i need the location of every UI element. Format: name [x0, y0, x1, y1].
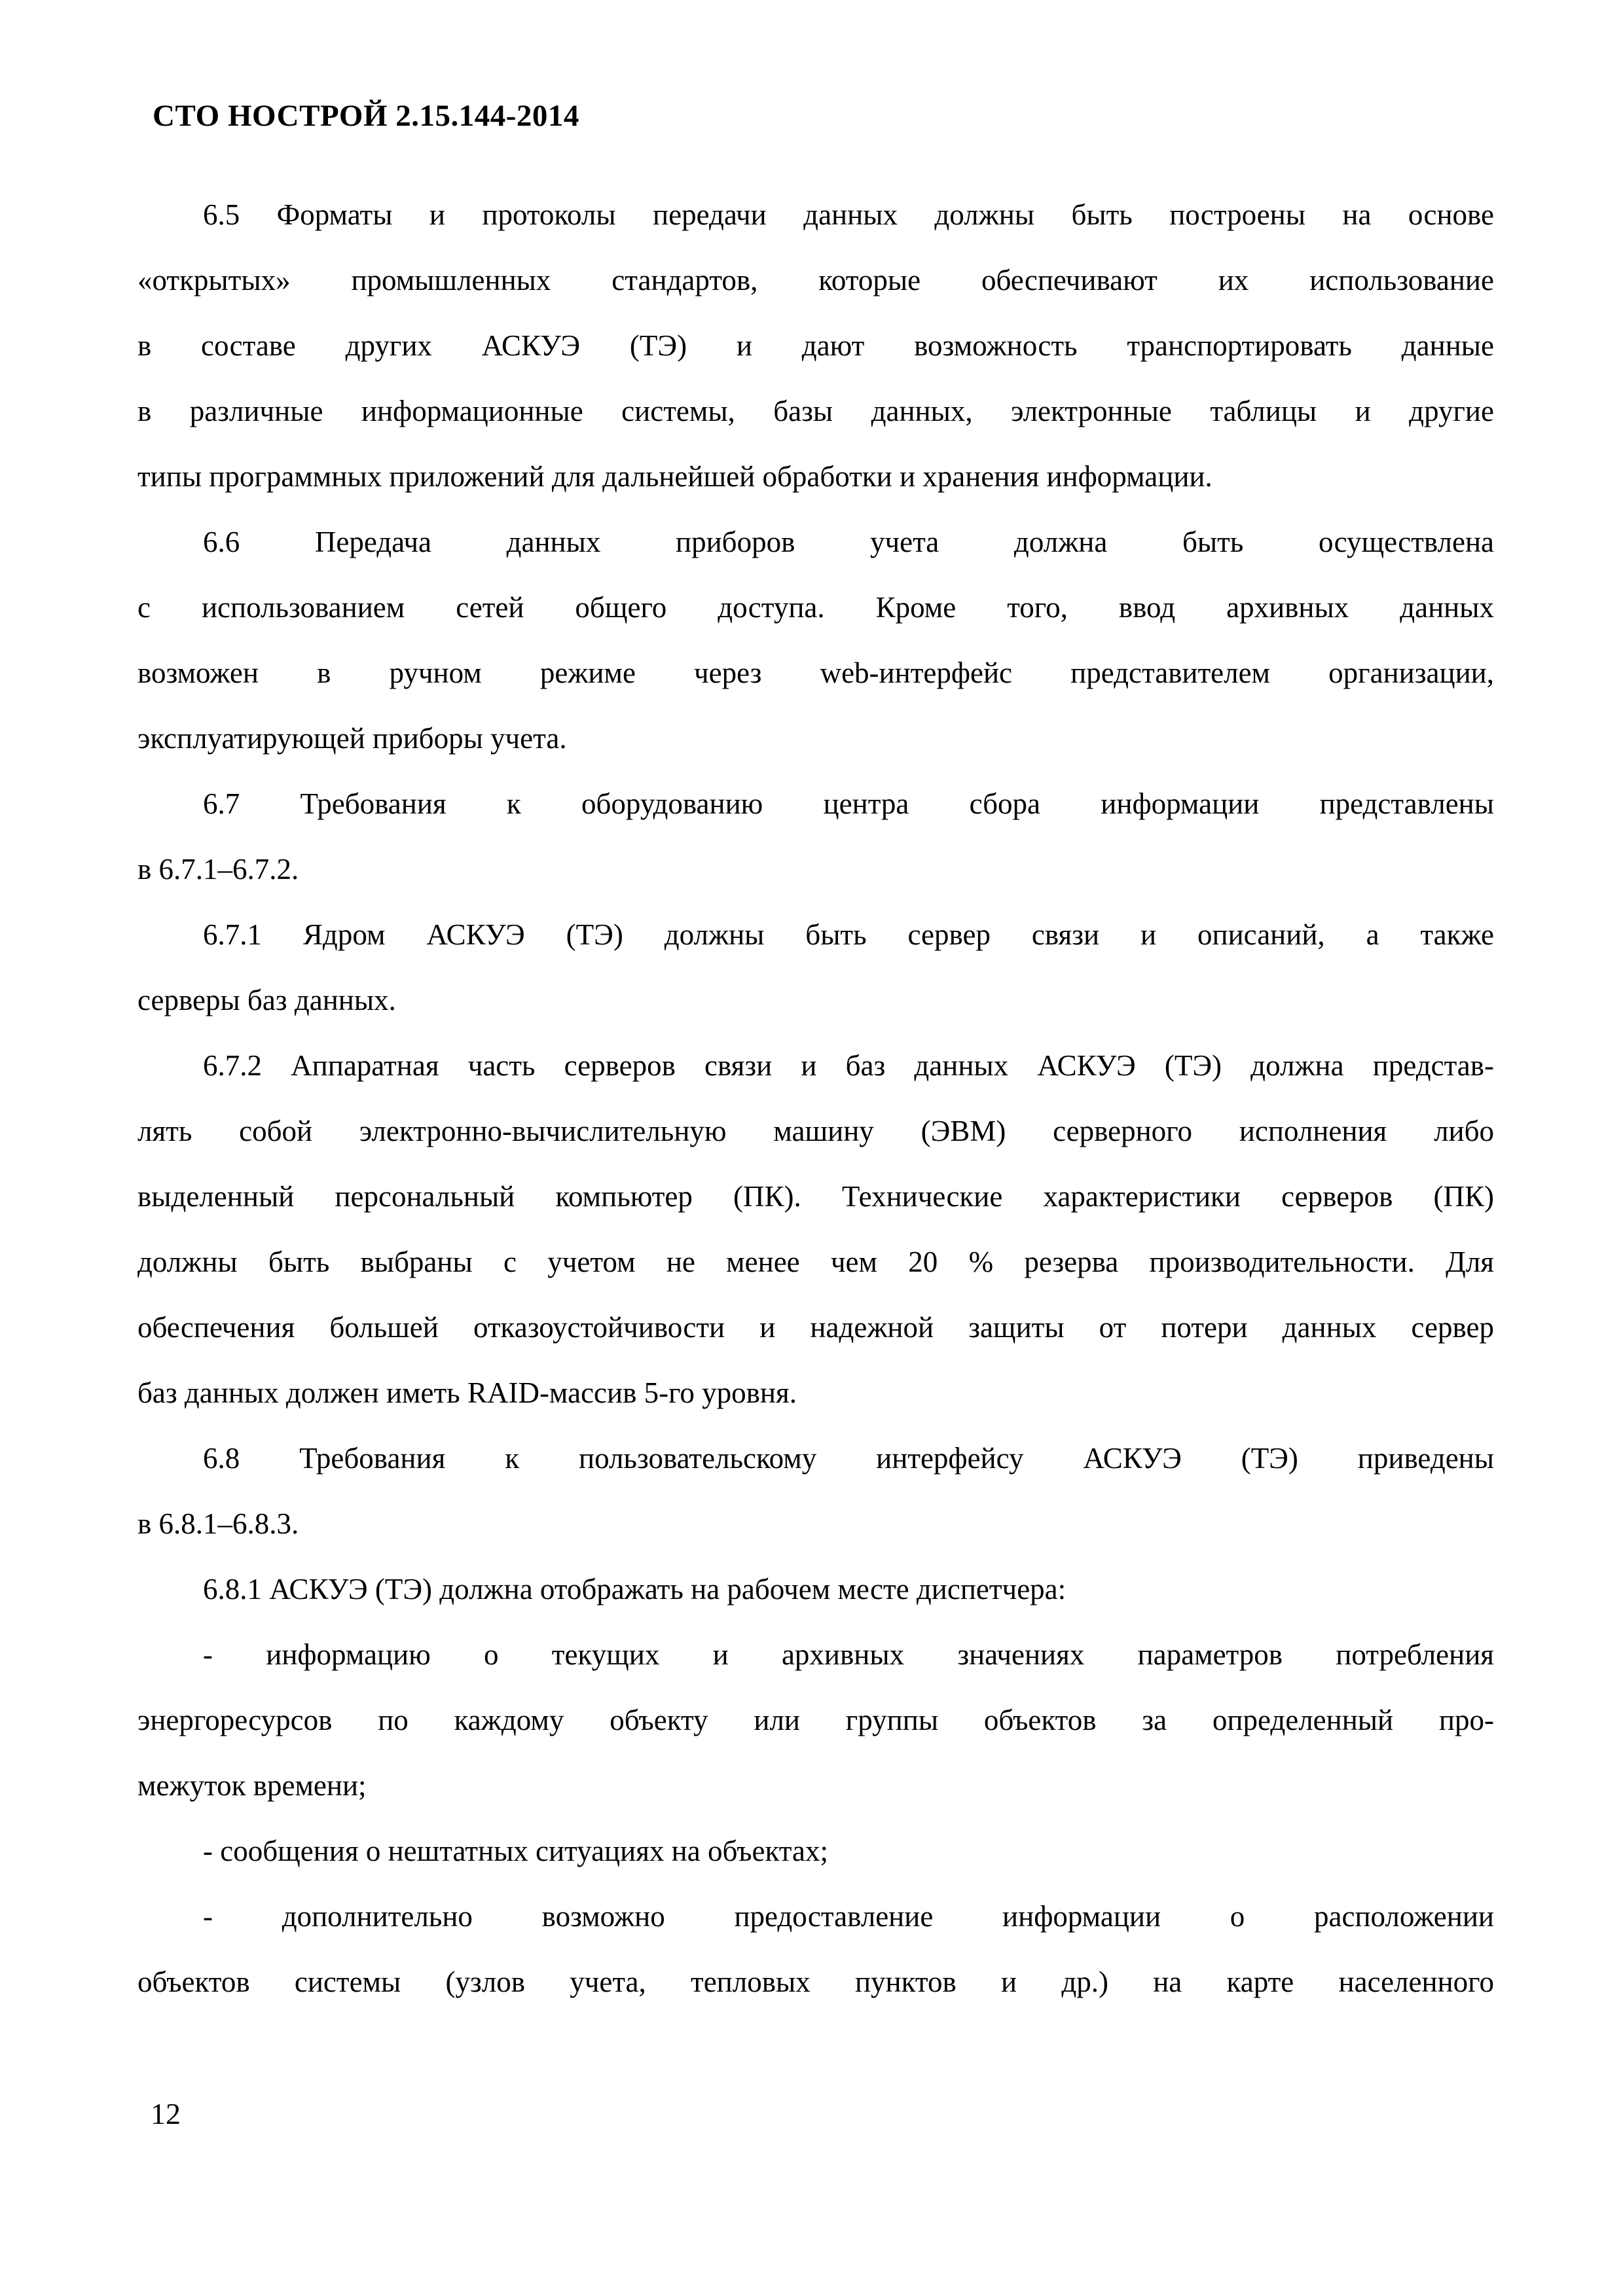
paragraph-line: 6.8.1 АСКУЭ (ТЭ) должна отображать на рабочем месте диспетчера: [203, 1573, 1067, 1605]
document-header: СТО НОСТРОЙ 2.15.144-2014 [153, 99, 579, 133]
paragraph-line: 6.7 Требования к оборудованию центра сбора информации представлены [203, 787, 1494, 820]
paragraph-line: должны быть выбраны с учетом не менее чем 20 % резерва производительности. Для [137, 1246, 1494, 1278]
paragraph [137, 771, 1494, 902]
paragraph [137, 1033, 1494, 1426]
paragraph [137, 509, 1494, 771]
paragraph-line: энергоресурсов по каждому объекту или группы объектов за определенный про- [137, 1704, 1494, 1736]
paragraph-line: 6.5 Форматы и протоколы передачи данных должны быть построены на основе [203, 198, 1494, 231]
document-body [137, 182, 1494, 2015]
paragraph-line: объектов системы (узлов учета, тепловых пунктов и др.) на карте населенного [137, 1965, 1494, 1998]
paragraph-line: 6.7.1 Ядром АСКУЭ (ТЭ) должны быть сервер связи и описаний, а также [203, 918, 1494, 951]
paragraph-line: 6.7.2 Аппаратная часть серверов связи и баз данных АСКУЭ (ТЭ) должна представ- [203, 1049, 1494, 1082]
paragraph-line: выделенный персональный компьютер (ПК). Технические характеристики серверов (ПК) [137, 1180, 1494, 1213]
paragraph-line: - дополнительно возможно предоставление информации о расположении [203, 1900, 1494, 1933]
paragraph [137, 902, 1494, 1033]
paragraph-line: «открытых» промышленных стандартов, которые обеспечивают их использование [137, 264, 1494, 296]
page-number: 12 [151, 2097, 181, 2130]
paragraph [137, 1556, 1494, 1622]
paragraph-line: - сообщения о нештатных ситуациях на объектах; [203, 1835, 828, 1867]
paragraph-line: в различные информационные системы, базы данных, электронные таблицы и другие [137, 395, 1494, 427]
paragraph-line: обеспечения большей отказоустойчивости и надежной защиты от потери данных сервер [137, 1311, 1494, 1344]
paragraph [137, 1818, 1494, 1884]
paragraph-line: возможен в ручном режиме через web-интерфейс представителем организации, [137, 656, 1494, 689]
paragraph-line: - информацию о текущих и архивных значениях параметров потребления [203, 1638, 1494, 1671]
paragraph-line: межуток времени; [137, 1769, 367, 1802]
paragraph-line: в составе других АСКУЭ (ТЭ) и дают возможность транспортировать данные [137, 329, 1494, 362]
paragraph-line: баз данных должен иметь RAID-массив 5-го уровня. [137, 1376, 797, 1409]
paragraph [137, 182, 1494, 509]
paragraph-line: типы программных приложений для дальнейшей обработки и хранения информации. [137, 460, 1213, 493]
paragraph-line: 6.8 Требования к пользовательскому интерфейсу АСКУЭ (ТЭ) приведены [203, 1442, 1494, 1475]
paragraph [137, 1426, 1494, 1556]
paragraph-line: 6.6 Передача данных приборов учета должна быть осуществлена [203, 526, 1494, 558]
paragraph-line: с использованием сетей общего доступа. Кроме того, ввод архивных данных [137, 591, 1494, 624]
paragraph-line: лять собой электронно-вычислительную машину (ЭВМ) серверного исполнения либо [137, 1115, 1494, 1147]
paragraph-line: эксплуатирующей приборы учета. [137, 722, 567, 755]
paragraph [137, 1884, 1494, 2015]
paragraph-line: серверы баз данных. [137, 984, 396, 1016]
paragraph-line: в 6.7.1–6.7.2. [137, 853, 299, 886]
paragraph [137, 1622, 1494, 1818]
paragraph-line: в 6.8.1–6.8.3. [137, 1507, 299, 1540]
